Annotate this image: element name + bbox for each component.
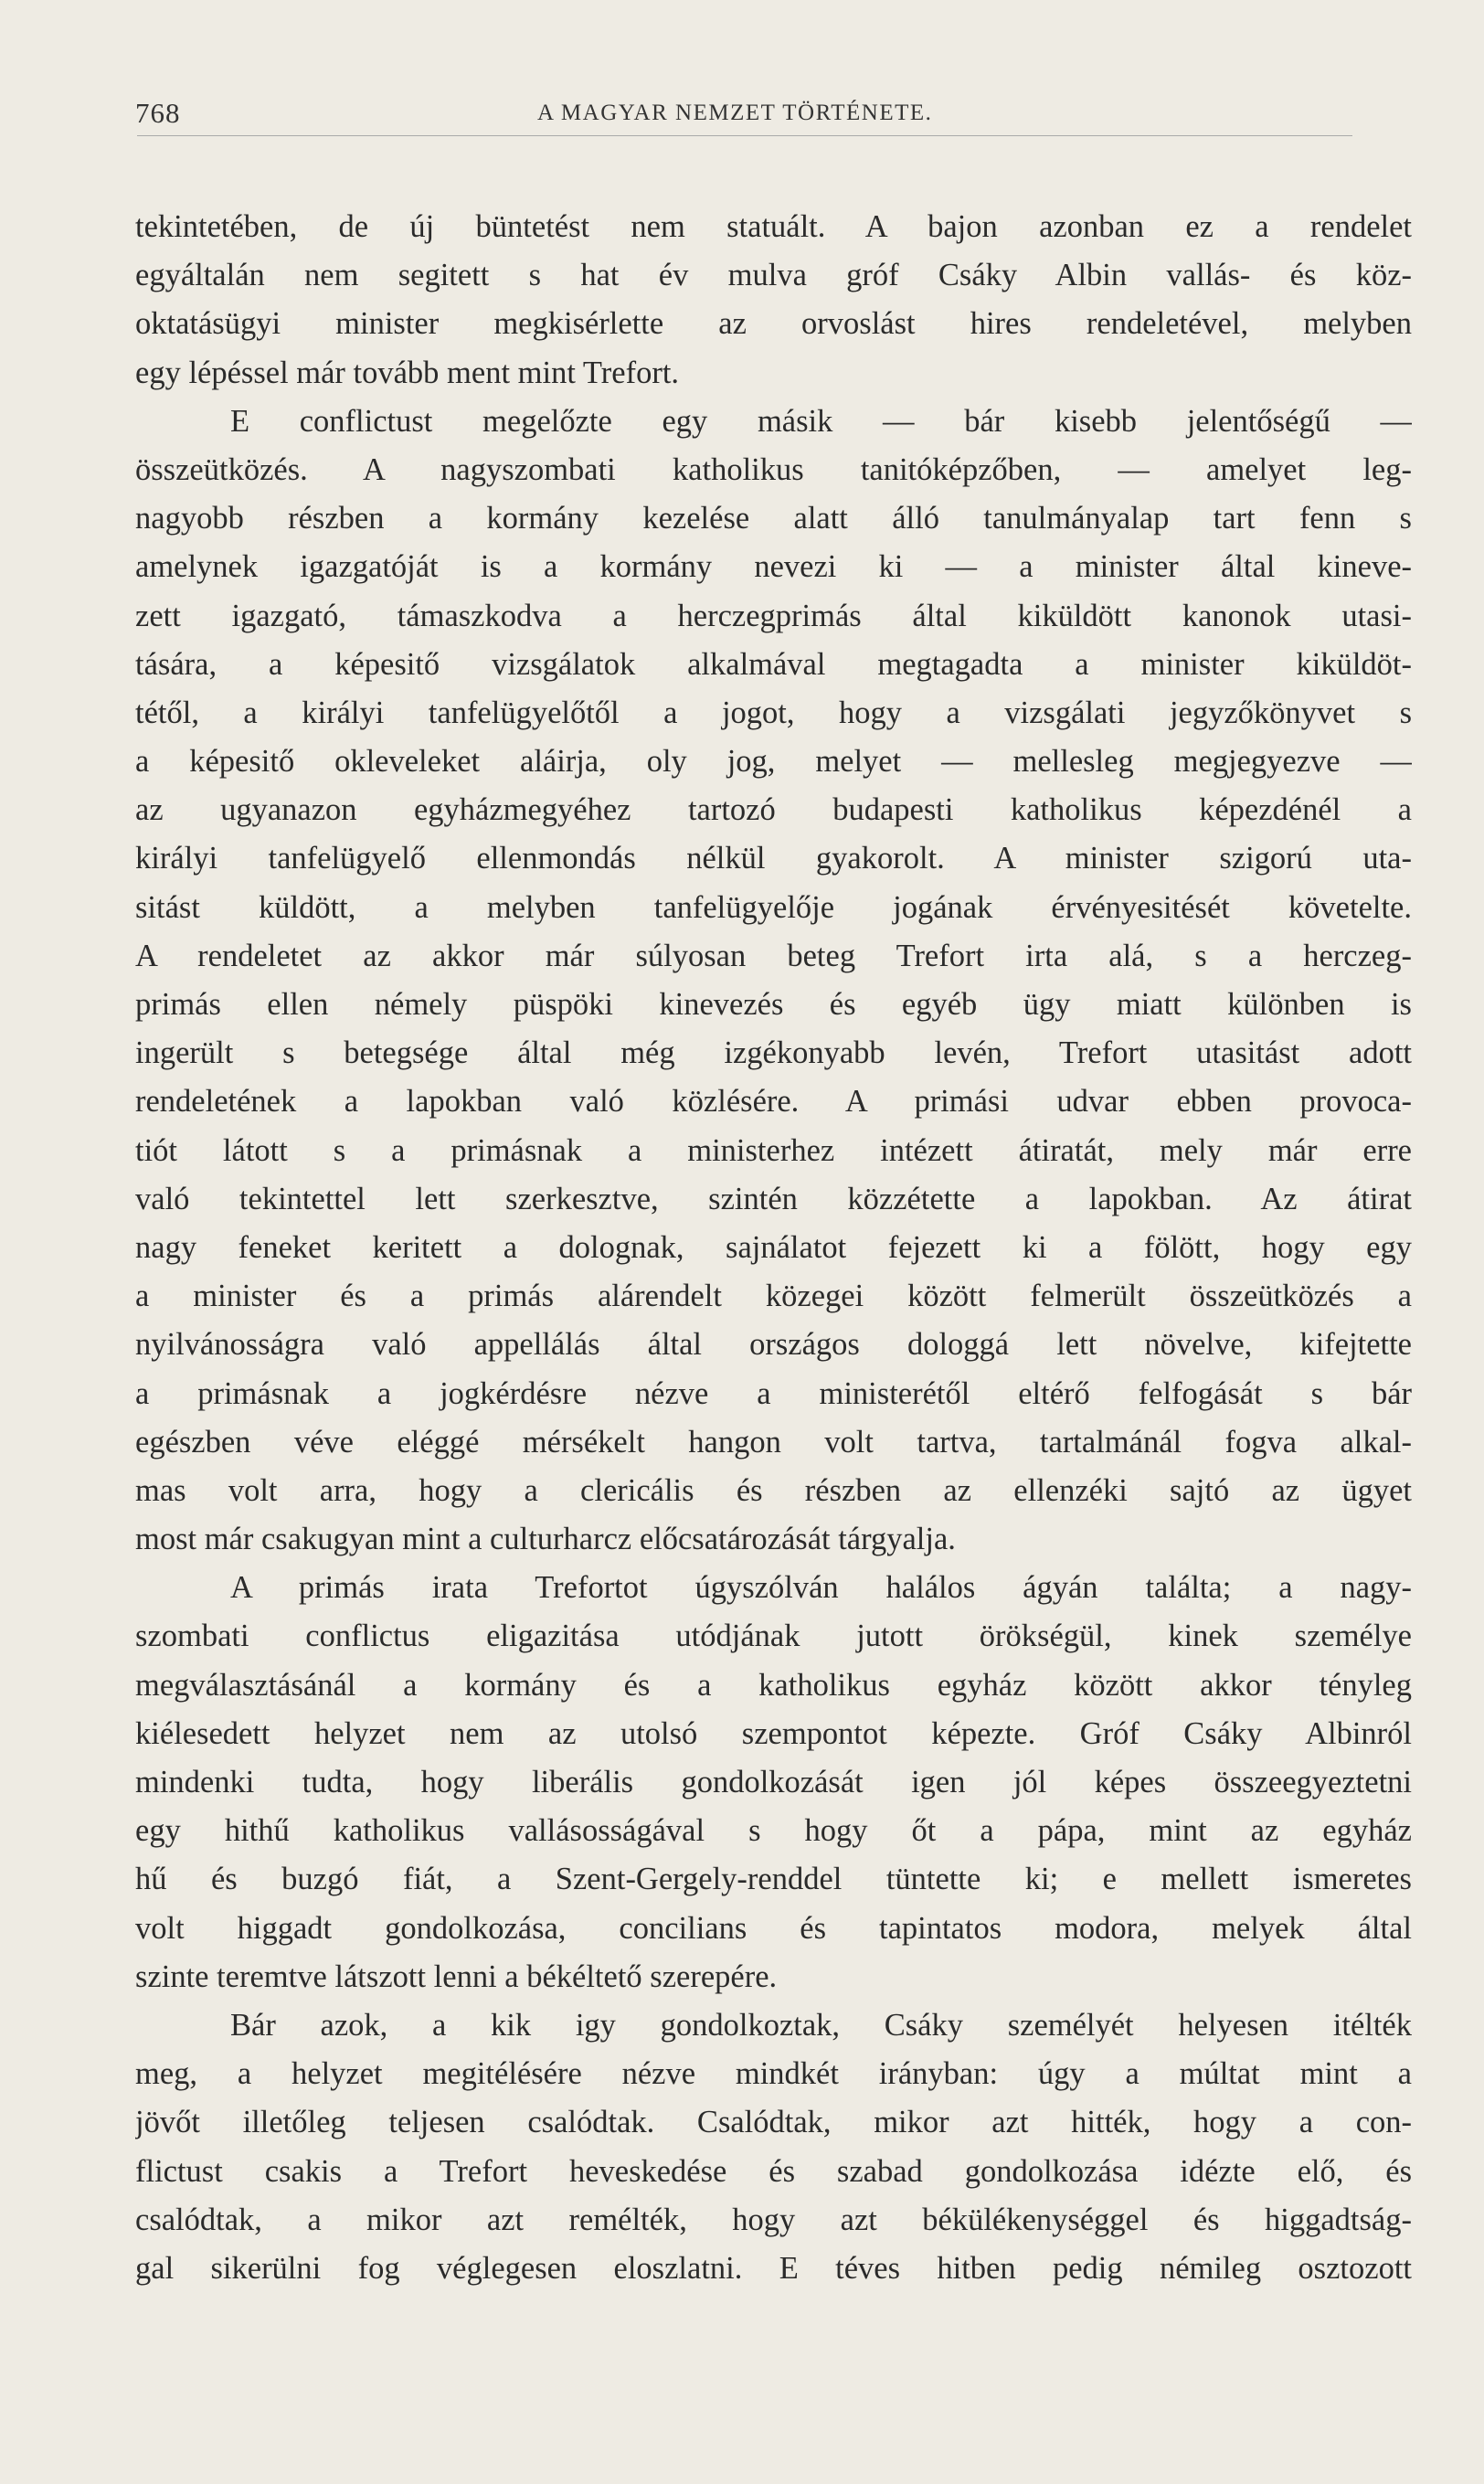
paragraph-start-line: Bár azok, a kik igy gondolkoztak, Csáky személyét helyesen itélték (230, 2007, 1412, 2043)
text-line: egészben véve eléggé mérsékelt hangon volt tartva, tartalmánál fogva alkal- (135, 1424, 1412, 1460)
text-line: való tekintettel lett szerkesztve, szintén közzétette a lapokban. Az átirat (135, 1181, 1412, 1216)
text-line: szombati conflictus eligazitása utódjának jutott örökségül, kinek személye (135, 1619, 1412, 1654)
text-line: flictust csakis a Trefort heveskedése és szabad gondolkozása idézte elő, és (135, 2153, 1412, 2189)
text-line: tétől, a királyi tanfelügyelőtől a jogot, hogy a vizsgálati jegyzőkönyvet s (135, 695, 1412, 730)
text-line: jövőt illetőleg teljesen csalódtak. Csalódtak, mikor azt hitték, hogy a con- (135, 2105, 1412, 2140)
text-line: oktatásügyi minister megkisérlette az orvoslást hires rendeletével, melyben (135, 306, 1412, 342)
text-line: ingerült s betegsége által még izgékonyabb levén, Trefort utasitást adott (135, 1035, 1412, 1071)
text-line: nagyobb részben a kormány kezelése alatt álló tanulmányalap tart fenn s (135, 501, 1412, 536)
text-line: egyáltalán nem segitett s hat év mulva gróf Csáky Albin vallás- és köz- (135, 258, 1412, 293)
text-line: megválasztásánál a kormány és a katholikus egyház között akkor tényleg (135, 1667, 1412, 1703)
text-line: a minister és a primás alárendelt közegei között felmerült összeütközés a (135, 1279, 1412, 1314)
text-line: primás ellen némely püspöki kinevezés és egyéb ügy miatt különben is (135, 987, 1412, 1022)
text-line: sitást küldött, a melyben tanfelügyelője jogának érvényesitését követelte. (135, 889, 1412, 925)
text-line: szinte teremtve látszott lenni a békéltető szerepére. (135, 1959, 778, 1994)
text-line: nyilvánosságra való appellálás által országos dologgá lett növelve, kifejtette (135, 1327, 1412, 1363)
text-line: tekintetében, de új büntetést nem statuált. A bajon azonban ez a rendelet (135, 209, 1412, 244)
text-line: a primásnak a jogkérdésre nézve a ministerétől eltérő felfogását s bár (135, 1375, 1412, 1411)
running-head (135, 97, 1415, 133)
header-rule (137, 135, 1352, 136)
text-line: volt higgadt gondolkozása, concilians és tapintatos modora, melyek által (135, 1910, 1412, 1946)
paragraph-start-line: A primás irata Trefortot úgyszólván halálos ágyán találta; a nagy- (230, 1570, 1412, 1606)
text-line: hű és buzgó fiát, a Szent-Gergely-renddel tüntette ki; e mellett ismeretes (135, 1862, 1412, 1897)
text-line: kiélesedett helyzet nem az utolsó szempontot képezte. Gróf Csáky Albinról (135, 1715, 1412, 1751)
text-line: egy hithű katholikus vallásosságával s hogy őt a pápa, mint az egyház (135, 1813, 1412, 1849)
text-line: mindenki tudta, hogy liberális gondolkozását igen jól képes összeegyeztetni (135, 1765, 1412, 1799)
body-text (135, 203, 1412, 2293)
text-line: nagy feneket keritett a dolognak, sajnálatot fejezett ki a fölött, hogy egy (135, 1229, 1412, 1265)
text-line: rendeletének a lapokban való közlésére. A primási udvar ebben provoca- (135, 1084, 1412, 1120)
text-line: tására, a képesitő vizsgálatok alkalmával megtagadta a minister kiküldöt- (135, 646, 1412, 682)
text-line: amelynek igazgatóját is a kormány nevezi ki — a minister által kineve- (135, 549, 1412, 585)
page-number: 768 (135, 97, 181, 129)
text-line: összeütközés. A nagyszombati katholikus tanitóképzőben, — amelyet leg- (135, 451, 1412, 487)
running-title: A MAGYAR NEMZET TÖRTÉNETE. (537, 101, 933, 125)
text-line: csalódtak, a mikor azt remélték, hogy azt békülékenységgel és higgadtság- (135, 2202, 1412, 2237)
text-line: A rendeletet az akkor már súlyosan beteg Trefort irta alá, s a herczeg- (135, 938, 1412, 973)
text-line: az ugyanazon egyházmegyéhez tartozó budapesti katholikus képezdénél a (135, 792, 1412, 828)
text-line: tiót látott s a primásnak a ministerhez intézett átiratát, mely már erre (135, 1132, 1412, 1168)
text-line: gal sikerülni fog véglegesen eloszlatni. E téves hitben pedig némileg osztozott (135, 2250, 1412, 2286)
text-line: mas volt arra, hogy a clericális és részben az ellenzéki sajtó az ügyet (135, 1472, 1412, 1508)
paragraph-start-line: E conflictust megelőzte egy másik — bár kisebb jelentőségű — (230, 403, 1412, 439)
text-line: most már csakugyan mint a culturharcz előcsatározását tárgyalja. (135, 1522, 956, 1557)
text-line: meg, a helyzet megitélésére nézve mindkét irányban: úgy a múltat mint a (135, 2056, 1412, 2092)
text-line: zett igazgató, támaszkodva a herczegprimás által kiküldött kanonok utasi- (135, 598, 1412, 633)
text-line: egy lépéssel már tovább ment mint Trefort. (135, 355, 680, 390)
text-line: a képesitő okleveleket aláirja, oly jog, melyet — mellesleg megjegyezve — (135, 744, 1412, 780)
text-line: királyi tanfelügyelő ellenmondás nélkül gyakorolt. A minister szigorú uta- (135, 841, 1412, 876)
